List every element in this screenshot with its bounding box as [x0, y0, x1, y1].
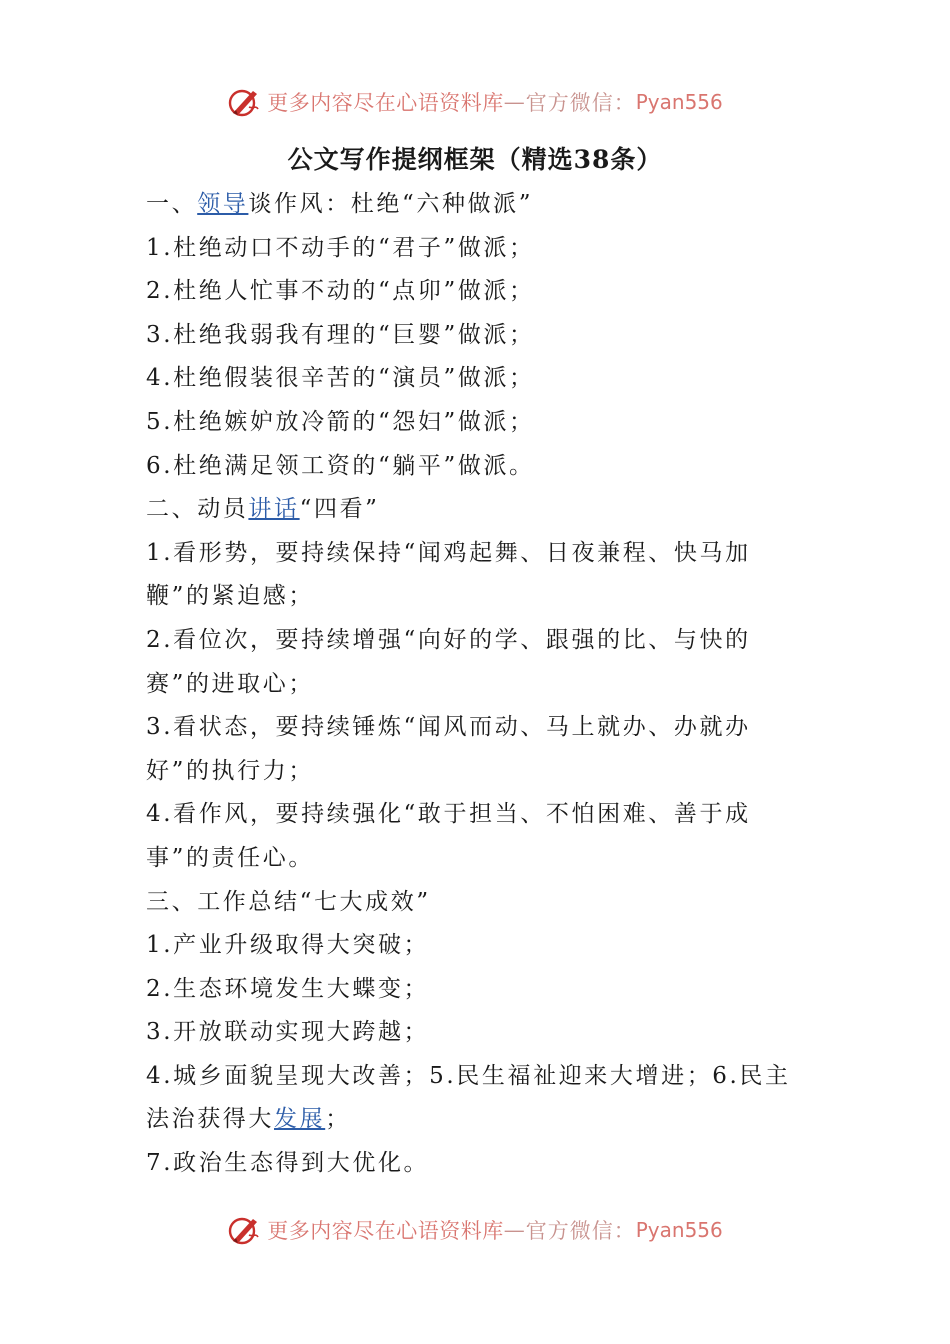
list-item: 4.看作风，要持续强化“敢于担当、不怕困难、善于成事”的责任心。 [146, 801, 751, 871]
link-speech[interactable]: 讲话 [248, 496, 300, 523]
list-item: 3.杜绝我弱我有理的“巨婴”做派； [146, 321, 535, 348]
pen-logo-icon [227, 1213, 261, 1247]
section-heading-1 [146, 183, 796, 227]
section-2-prefix: 二、动员 [146, 496, 249, 523]
document-body [146, 183, 796, 1186]
list-item: 1.产业升级取得大突破； [146, 932, 430, 959]
document-title: 公文写作提纲框架（精选38条） [287, 145, 663, 174]
list-item: 7.政治生态得到大优化。 [146, 1150, 430, 1177]
section-1-suffix: 谈作风：杜绝“六种做派” [248, 191, 534, 217]
list-item: 6.杜绝满足领工资的“躺平”做派。 [146, 452, 535, 479]
banner-wechat-id: Pyan556 [635, 90, 723, 114]
section-1-prefix: 一、 [146, 191, 198, 217]
item-4-end: ； [325, 1106, 351, 1133]
list-item: 1.看形势，要持续保持“闻鸡起舞、日夜兼程、快马加鞭”的紧迫感； [146, 539, 751, 610]
link-leader[interactable]: 领导 [197, 191, 249, 217]
banner-slogan: 更多内容尽在心语资料库 [267, 1219, 504, 1243]
banner-dash: — [503, 1218, 526, 1242]
list-item: 4.杜绝假装很辛苦的“演员”做派； [146, 365, 535, 392]
list-item: 1.杜绝动口不动手的“君子”做派； [146, 234, 535, 261]
banner-wechat-label: 官方微信： [525, 1219, 636, 1243]
banner-wechat-label: 官方微信： [525, 91, 636, 115]
list-item: 3.看状态，要持续锤炼“闻风而动、马上就办、办就办好”的执行力； [146, 714, 751, 784]
list-item: 3.开放联动实现大跨越； [146, 1019, 430, 1046]
list-item: 5.杜绝嫉妒放冷箭的“怨妇”做派； [146, 408, 535, 435]
section-heading-3: 三、工作总结“七大成效” [146, 888, 431, 915]
banner-dash: — [503, 90, 526, 114]
list-item [146, 1055, 796, 1142]
header-banner [0, 82, 950, 122]
footer-banner [0, 1210, 950, 1250]
list-item: 2.杜绝人忙事不动的“点卯”做派； [146, 278, 535, 305]
section-2-suffix: “四看” [299, 496, 380, 523]
pen-logo-icon [227, 85, 261, 119]
banner-slogan: 更多内容尽在心语资料库 [267, 91, 504, 115]
item-4-text: 4.城乡面貌呈现大改善；5.民生福祉迎来大增进；6.民主法治获得大 [146, 1062, 791, 1133]
section-heading-2 [146, 488, 796, 532]
list-item: 2.看位次，要持续增强“向好的学、跟强的比、与快的赛”的进取心； [146, 626, 751, 697]
banner-wechat-id: Pyan556 [635, 1218, 723, 1242]
list-item: 2.生态环境发生大蝶变； [146, 975, 430, 1002]
link-development[interactable]: 发展 [274, 1106, 326, 1133]
